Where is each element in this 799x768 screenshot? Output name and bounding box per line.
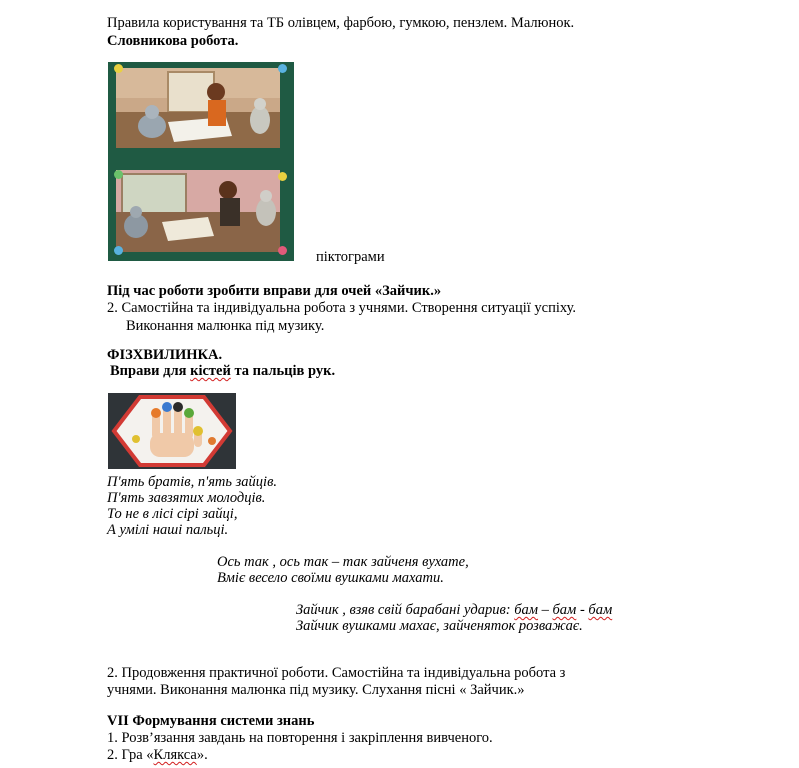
poem-line: Зайчик вушками махає, зайченяток розважає. [296, 618, 583, 634]
poem-line: То не в лісі сірі зайці, [107, 506, 238, 522]
poem-line: П'ять завзятих молодців. [107, 490, 266, 506]
pin-icon [114, 64, 123, 73]
section-vii-item-1: 1. Розв’язання завдань на повторення і закріплення вивченого. [107, 730, 493, 746]
poem-line: Ось так , ось так – так зайченя вухате, [217, 554, 469, 570]
pin-icon [278, 64, 287, 73]
practical-work-line-1: 2. Продовження практичної роботи. Самостійна та індивідуальна робота з [107, 665, 566, 681]
finger-exercise-title: Вправи для кістей та пальців рук. [110, 363, 336, 379]
fizkhvylynka-title: ФІЗХВИЛИНКА. [107, 347, 223, 363]
vocabulary-work-heading: Словникова робота. [107, 33, 239, 49]
poem-line: Зайчик , взяв свій барабані ударив: бам – бам - бам [296, 602, 613, 618]
eye-exercise-line: Під час роботи зробити вправи для очей «Зайчик.» [107, 283, 442, 299]
section-vii-title: VII Формування системи знань [107, 713, 315, 729]
pictograms-illustration [108, 62, 294, 261]
section-vii-item-2: 2. Гра «Клякса». [107, 747, 208, 763]
poem-line: П'ять братів, п'ять зайців. [107, 474, 277, 490]
poem-line: А умілі наші пальці. [107, 522, 229, 538]
practical-work-line-2: учнями. Виконання малюнка під музику. Слухання пісні « Зайчик.» [107, 682, 525, 698]
pin-icon [114, 170, 123, 179]
pictograms-caption: піктограми [316, 249, 385, 265]
pin-icon [278, 172, 287, 181]
pin-icon [114, 246, 123, 255]
independent-work-line-2: Виконання малюнка під музику. [126, 318, 325, 334]
pin-icon [278, 246, 287, 255]
independent-work-line-1: 2. Самостійна та індивідуальна робота з учнями. Створення ситуації успіху. [107, 300, 577, 316]
intro-line-1: Правила користування та ТБ олівцем, фарбою, гумкою, пензлем. Малюнок. [107, 15, 575, 31]
finger-puppets-photo [108, 393, 236, 469]
poem-line: Вміє весело своїми вушками махати. [217, 570, 444, 586]
finger-puppets-illustration [108, 393, 236, 469]
pictograms-photo [108, 62, 294, 261]
